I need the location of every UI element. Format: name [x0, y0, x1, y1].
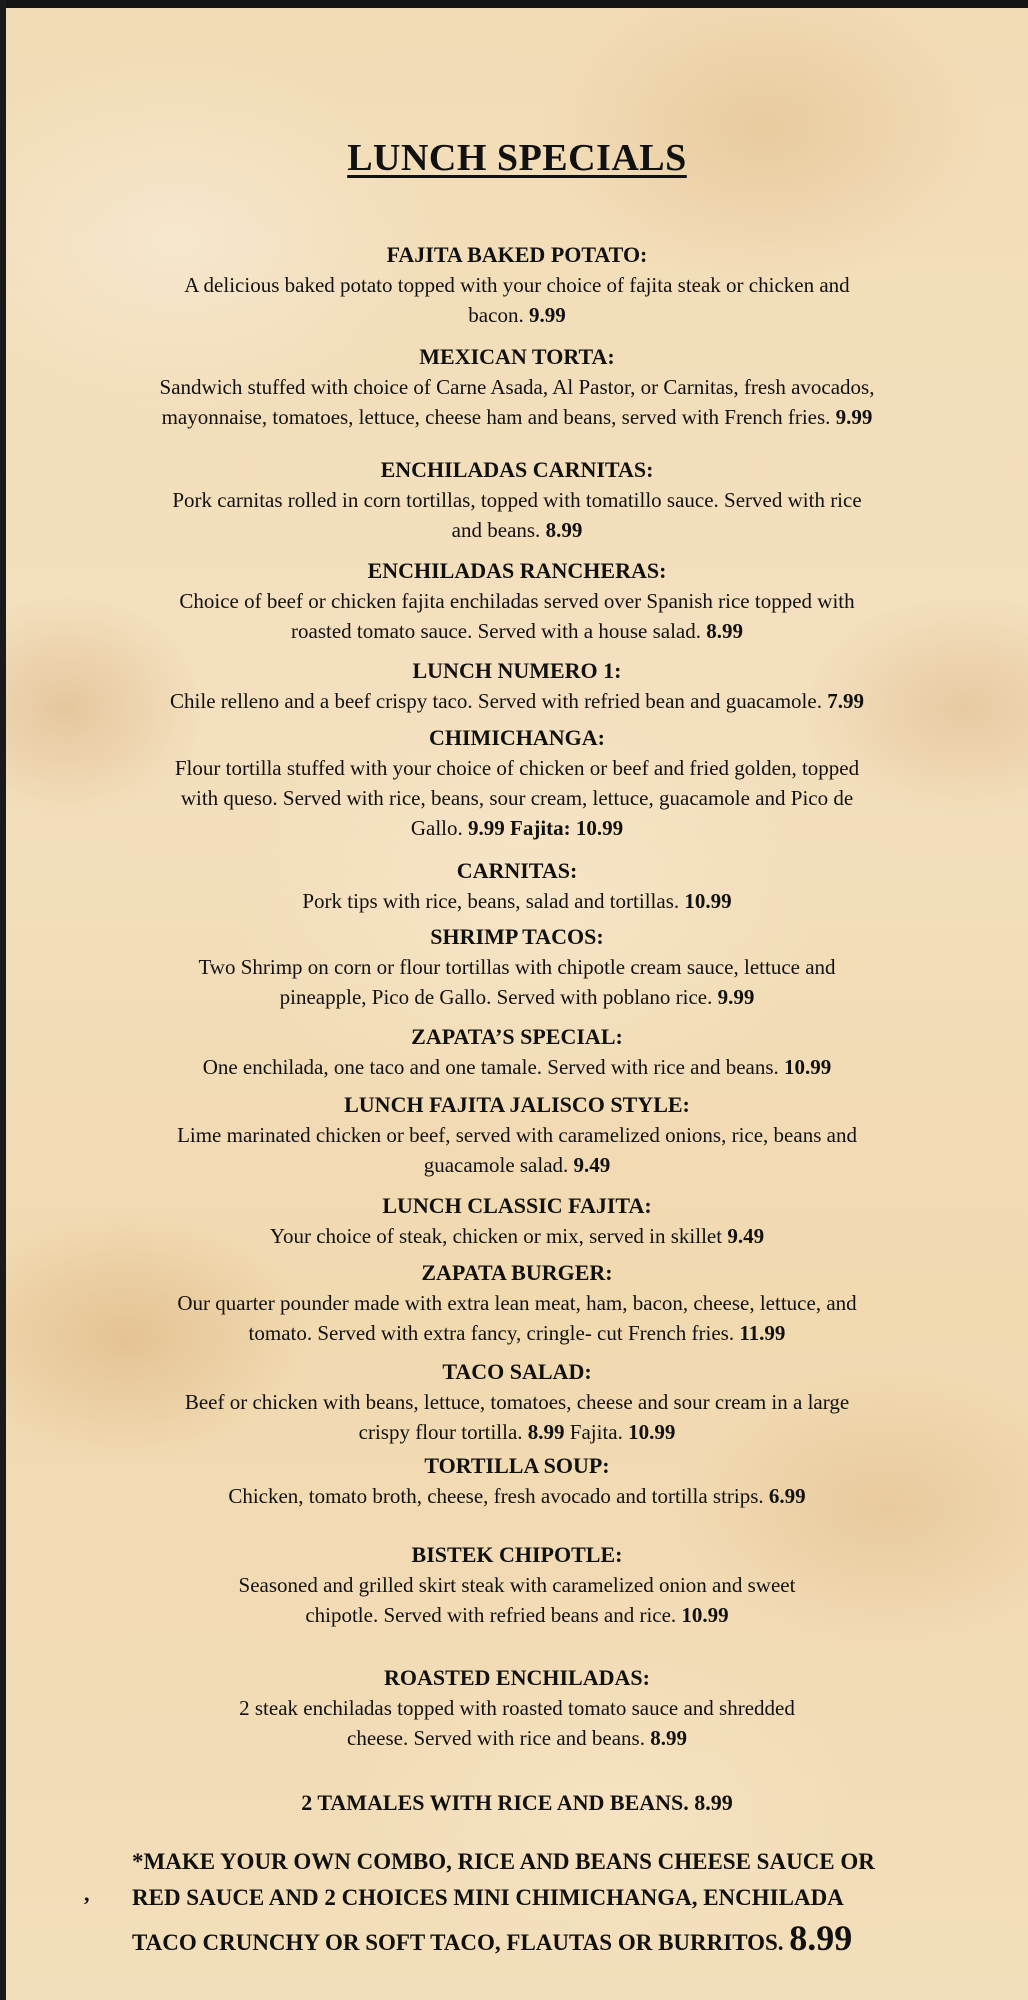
description-text: chipotle. Served with refried beans and rice.: [305, 1603, 677, 1627]
description-text: cheese. Served with rice and beans.: [347, 1726, 645, 1750]
menu-item: [6, 556, 1028, 646]
menu-item-description: [57, 485, 977, 515]
menu-item-name: LUNCH CLASSIC FAJITA:: [382, 1193, 652, 1218]
menu-item-description: [57, 1387, 977, 1417]
description-text: Chicken, tomato broth, cheese, fresh avocado and tortilla strips.: [228, 1484, 764, 1508]
description-text: Our quarter pounder made with extra lean meat, ham, bacon, cheese, lettuce, and: [177, 1291, 857, 1315]
description-text: crispy flour tortilla.: [358, 1420, 523, 1444]
menu-item: [6, 1191, 1028, 1251]
menu-item-description: [57, 586, 977, 616]
description-text: with queso. Served with rice, beans, sour cream, lettuce, guacamole and Pico de: [180, 786, 854, 810]
description-text: Gallo.: [410, 816, 463, 840]
menu-item: [6, 455, 1028, 545]
description-text: A delicious baked potato topped with your choice of fajita steak or chicken and: [184, 273, 850, 297]
tamales-special: 2 TAMALES WITH RICE AND BEANS. 8.99: [301, 1790, 733, 1815]
combo-line-1: *MAKE YOUR OWN COMBO, RICE AND BEANS CHEESE SAUCE OR: [132, 1849, 875, 1874]
price-suffix: Fajita.: [569, 1420, 623, 1444]
menu-item-name: LUNCH FAJITA JALISCO STYLE:: [344, 1092, 690, 1117]
menu-item: [6, 1090, 1028, 1180]
description-text: Your choice of steak, chicken or mix, served in skillet: [269, 1224, 723, 1248]
menu-item-description: [57, 753, 977, 783]
menu-item: [6, 1258, 1028, 1348]
menu-item: [6, 922, 1028, 1012]
menu-item-description: [57, 1600, 977, 1630]
description-text: guacamole salad.: [423, 1153, 569, 1177]
menu-item-price: 8.99: [545, 518, 583, 542]
description-text: Lime marinated chicken or beef, served with caramelized onions, rice, beans and: [177, 1123, 857, 1147]
menu-item-description: [57, 1221, 977, 1251]
menu-item-name: ZAPATA’S SPECIAL:: [411, 1024, 623, 1049]
menu-item-name: MEXICAN TORTA:: [419, 344, 615, 369]
menu-item-description: [57, 1052, 977, 1082]
menu-item-description: [57, 686, 977, 716]
combo-line-3: [132, 1918, 1012, 1959]
description-text: Chile relleno and a beef crispy taco. Served with refried bean and guacamole.: [170, 689, 822, 713]
combo-price: 8.99: [789, 1918, 853, 1958]
menu-item-name: CHIMICHANGA:: [429, 725, 605, 750]
menu-item-price-alt: 10.99: [628, 1420, 676, 1444]
description-text: Choice of beef or chicken fajita enchiladas served over Spanish rice topped with: [179, 589, 855, 613]
description-text: Pork tips with rice, beans, salad and tortillas.: [302, 889, 680, 913]
description-text: Beef or chicken with beans, lettuce, tomatoes, cheese and sour cream in a large: [184, 1390, 850, 1414]
stray-mark: ,: [84, 1881, 90, 1906]
menu-item: [6, 656, 1028, 716]
menu-item: [6, 1451, 1028, 1511]
description-text: Flour tortilla stuffed with your choice of chicken or beef and fried golden, topped: [174, 756, 860, 780]
description-text: One enchilada, one taco and one tamale. Served with rice and beans.: [202, 1055, 779, 1079]
menu-item-name: ENCHILADAS RANCHERAS:: [367, 558, 667, 583]
description-text: Pork carnitas rolled in corn tortillas, topped with tomatillo sauce. Served with rice: [172, 488, 862, 512]
menu-item-name: FAJITA BAKED POTATO:: [386, 242, 648, 267]
description-text: mayonnaise, tomatoes, lettuce, cheese ham and beans, served with French fries.: [161, 405, 831, 429]
menu-item-description: [57, 1693, 977, 1723]
menu-item-name: ZAPATA BURGER:: [421, 1260, 613, 1285]
description-text: tomato. Served with extra fancy, cringle- cut French fries.: [248, 1321, 735, 1345]
menu-item-price: 7.99: [827, 689, 864, 713]
menu-item-price: 10.99: [681, 1603, 729, 1627]
page-title: LUNCH SPECIALS: [347, 137, 687, 179]
menu-item: [6, 1022, 1028, 1082]
menu-item-name: ROASTED ENCHILADAS:: [384, 1665, 650, 1690]
description-text: Seasoned and grilled skirt steak with caramelized onion and sweet: [238, 1573, 796, 1597]
menu-item: [6, 1357, 1028, 1447]
menu-item-description: [57, 1288, 977, 1318]
menu-item-description: [57, 1417, 977, 1447]
menu-item-description: [57, 982, 977, 1012]
menu-item-price: 9.49: [727, 1224, 765, 1248]
menu-item-price: 9.99 Fajita: 10.99: [468, 816, 624, 840]
menu-item: [6, 1663, 1028, 1753]
menu-item: [6, 856, 1028, 916]
description-text: Sandwich stuffed with choice of Carne Asada, Al Pastor, or Carnitas, fresh avocados,: [159, 375, 875, 399]
menu-item-description: [57, 1723, 977, 1753]
menu-item-description: [57, 1481, 977, 1511]
description-text: roasted tomato sauce. Served with a house salad.: [291, 619, 701, 643]
description-text: pineapple, Pico de Gallo. Served with poblano rice.: [279, 985, 713, 1009]
menu-item-name: ENCHILADAS CARNITAS:: [380, 457, 654, 482]
menu-item-description: [57, 1150, 977, 1180]
menu-item-name: TACO SALAD:: [442, 1359, 592, 1384]
menu-item-description: [57, 813, 977, 843]
menu-item-price: 8.99: [650, 1726, 687, 1750]
description-text: 2 steak enchiladas topped with roasted tomato sauce and shredded: [239, 1696, 795, 1720]
menu-item-name: TORTILLA SOUP:: [424, 1453, 610, 1478]
menu-page: [6, 8, 1028, 2000]
menu-item: [6, 1540, 1028, 1630]
menu-item-description: [57, 1318, 977, 1348]
menu-item-name: LUNCH NUMERO 1:: [412, 658, 622, 683]
combo-special: [132, 1846, 1012, 1959]
menu-item-description: [57, 952, 977, 982]
menu-item-description: [57, 515, 977, 545]
menu-item-name: BISTEK CHIPOTLE:: [411, 1542, 623, 1567]
menu-item: [6, 342, 1028, 432]
menu-item: [6, 240, 1028, 330]
description-text: and beans.: [451, 518, 541, 542]
menu-item-name: CARNITAS:: [456, 858, 578, 883]
menu-item-price: 11.99: [739, 1321, 786, 1345]
menu-item-price: 8.99: [527, 1420, 565, 1444]
menu-item-price: 10.99: [684, 889, 732, 913]
menu-item-description: [57, 402, 977, 432]
menu-item-description: [57, 1120, 977, 1150]
menu-item-price: 10.99: [784, 1055, 832, 1079]
menu-item-description: [57, 270, 977, 300]
top-border: [0, 0, 1028, 8]
menu-item-description: [57, 783, 977, 813]
combo-line-2: RED SAUCE AND 2 CHOICES MINI CHIMICHANGA, ENCHILADA: [132, 1885, 844, 1910]
combo-line-3-text: TACO CRUNCHY OR SOFT TACO, FLAUTAS OR BURRITOS.: [132, 1930, 784, 1955]
menu-item-price: 8.99: [706, 619, 743, 643]
menu-item-price: 9.99: [717, 985, 755, 1009]
menu-item-description: [57, 1570, 977, 1600]
menu-item-price: 9.49: [573, 1153, 611, 1177]
menu-item-name: SHRIMP TACOS:: [430, 924, 604, 949]
menu-item-description: [57, 300, 977, 330]
menu-item-description: [57, 886, 977, 916]
menu-item-price: 6.99: [768, 1484, 806, 1508]
description-text: Two Shrimp on corn or flour tortillas with chipotle cream sauce, lettuce and: [198, 955, 836, 979]
menu-item-description: [57, 372, 977, 402]
description-text: bacon.: [468, 303, 524, 327]
menu-item-price: 9.99: [835, 405, 873, 429]
menu-item: [6, 723, 1028, 843]
menu-item-description: [57, 616, 977, 646]
menu-item-price: 9.99: [528, 303, 566, 327]
